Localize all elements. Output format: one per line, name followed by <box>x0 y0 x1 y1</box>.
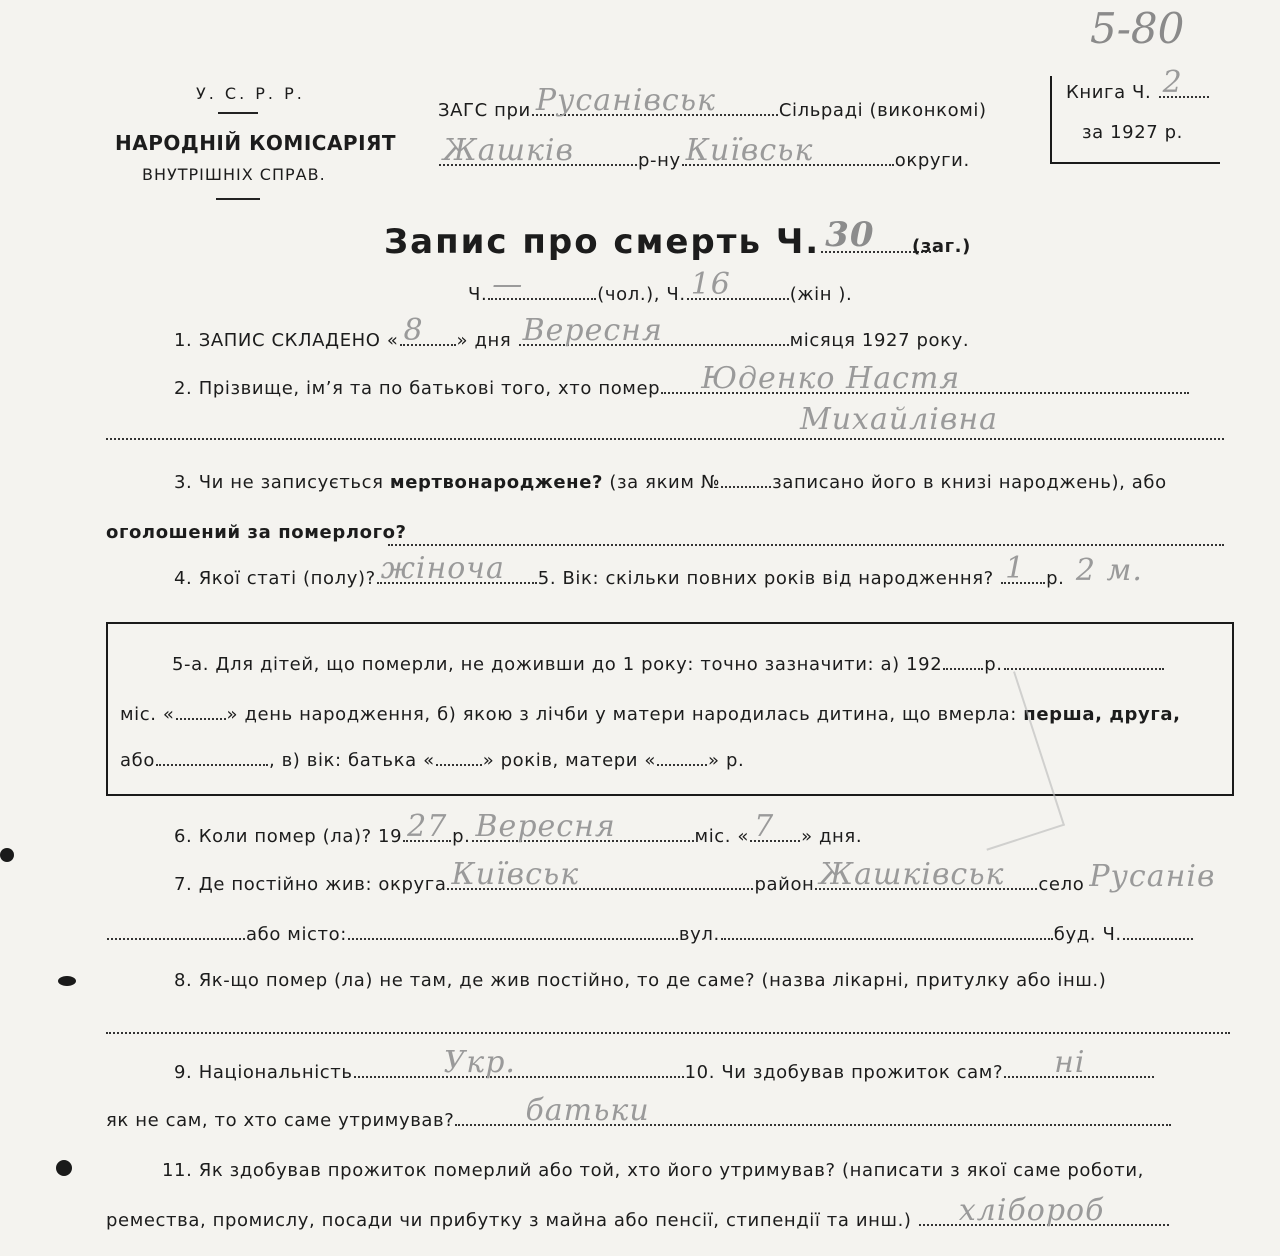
record-title-text: Запис про смерть Ч. <box>384 222 821 262</box>
f5a-father-age-field <box>436 750 482 766</box>
punch-hole <box>56 1160 72 1176</box>
f3-label-c: (за яким № <box>609 472 721 493</box>
f1-label: 1. ЗАПИС СКЛАДЕНО « <box>174 330 399 351</box>
f8-answer-line <box>106 1030 1230 1034</box>
f7-city-label: або місто: <box>246 924 347 945</box>
f6-year-value: 27 <box>407 809 448 844</box>
divider <box>218 112 258 114</box>
f11-occupation-field <box>919 1193 1169 1228</box>
f5a-month-field <box>176 704 226 720</box>
zags-label: ЗАГС при <box>438 100 531 121</box>
f7-selo-value: Русанів <box>1089 859 1216 894</box>
f2-continuation-line <box>106 436 1224 440</box>
male-count-value: — <box>492 267 524 302</box>
f9-nationality-field <box>354 1045 684 1080</box>
zags-field <box>532 83 778 118</box>
zags-value: Русанівськ <box>535 83 716 118</box>
f9-label: 9. Національність <box>174 1062 353 1083</box>
divider <box>216 198 260 200</box>
book-label: Книга Ч. <box>1066 82 1152 103</box>
f2-label: 2. Прізвище, ім’я та по батькові того, хто помер <box>174 378 661 399</box>
f7-pre-city-line <box>107 924 245 940</box>
okruga-field <box>682 133 894 168</box>
male-count-field <box>488 267 596 302</box>
punch-hole <box>58 976 76 986</box>
f6-month-value: Вересня <box>475 809 616 844</box>
f5a-order-field <box>156 750 268 766</box>
f5a-line2-b: » день народження, б) якою з лічби у матери народилась дитина, що вмерла: <box>226 704 1017 725</box>
f2-name-value: Юденко Настя <box>701 361 961 396</box>
department-title: ВНУТРІШНІХ СПРАВ. <box>142 165 326 184</box>
f11-occupation-value: хлібороб <box>958 1193 1105 1228</box>
f4-label: 4. Якої статі (полу)? <box>174 568 376 589</box>
f6-label: 6. Коли помер (ла)? 19 <box>174 826 403 847</box>
book-value: 2 <box>1162 65 1183 100</box>
f4-sex-field <box>377 551 537 586</box>
f5a-line3-b: , в) вік: батька « <box>268 750 435 771</box>
record-title <box>384 215 932 262</box>
book-field <box>1159 65 1209 100</box>
corner-archive-mark: 5-80 <box>1090 4 1185 53</box>
f1-day-field <box>400 313 456 348</box>
f7-label: 7. Де постійно жив: округа <box>174 874 447 895</box>
f5-months-value: 2 м. <box>1075 553 1143 588</box>
f5a-line3-d: » р. <box>708 750 745 771</box>
okruga-label: округи. <box>894 150 970 171</box>
female-label: (жін ). <box>789 284 853 305</box>
female-count-value: 16 <box>690 267 731 302</box>
commissariat-title: НАРОДНІЙ КОМІСАРІЯТ <box>115 131 397 155</box>
republic-label: У. С. Р. Р. <box>196 84 305 103</box>
f3-label-d: записано його в книзі народжень), або <box>772 472 1167 493</box>
f3-number-field <box>721 472 771 488</box>
district-value: Жашків <box>443 133 574 168</box>
f7-selo-field <box>1085 859 1216 894</box>
f5-years-value: 1 <box>1005 551 1026 586</box>
f1-month-value: Вересня <box>522 313 663 348</box>
f7-rayon-field <box>815 857 1037 892</box>
f10-supporter-field <box>455 1093 1171 1128</box>
book-year: за 1927 р. <box>1082 122 1184 143</box>
f5-months-field <box>1072 553 1143 588</box>
f3-declared-dead-label: оголошений за померлого? <box>106 522 407 543</box>
f7-building-field <box>1123 924 1193 940</box>
f8-label: 8. Як-що помер (ла) не там, де жив постійно, то де саме? (назва лікарні, притулку або інш.) <box>174 970 1107 991</box>
f6-day-value: 7 <box>754 809 775 844</box>
f7-okruga-value: Київськ <box>451 857 580 892</box>
f6-tail: » дня. <box>801 826 863 847</box>
f5a-mother-age-field <box>657 750 707 766</box>
f10-label: 10. Чи здобував прожиток сам? <box>684 1062 1004 1083</box>
okruga-value: Київськ <box>685 133 814 168</box>
record-title-suffix: (заг.) <box>912 236 971 257</box>
f5a-line1-trail <box>1004 654 1164 670</box>
f6-year-field <box>403 809 451 844</box>
district-label: р-ну <box>638 150 681 171</box>
f3-declared-line <box>388 542 1224 546</box>
book-box-bottom-border <box>1050 162 1220 164</box>
f5a-line3-c: » років, матери « <box>482 750 657 771</box>
f6-month-field <box>472 809 694 844</box>
f5a-line3-a: або <box>120 750 155 771</box>
punch-hole <box>0 848 14 862</box>
f5a-year-field <box>943 654 983 670</box>
ch-label: Ч. <box>468 284 488 305</box>
f11-label-2: ремества, промислу, посади чи прибутку з майна або пенсії, стипендії та инш.) <box>106 1210 912 1231</box>
f1-mid: » дня <box>456 330 512 351</box>
f11-label-1: 11. Як здобував прожиток померлий або той, хто його утримував? (написати з якої саме роботи, <box>162 1160 1144 1181</box>
f10-answer-field <box>1004 1045 1154 1080</box>
village-council-label: Сільраді (виконкомі) <box>778 100 987 121</box>
f2-name-field <box>661 361 1189 396</box>
f5-unit: р. <box>1046 568 1065 589</box>
f5a-line2-a: міс. « <box>120 704 175 725</box>
f7-okruga-field <box>447 857 753 892</box>
male-label: (чол.), Ч. <box>597 284 686 305</box>
f10-answer-value: ні <box>1054 1045 1086 1080</box>
f7-street-label: вул. <box>678 924 720 945</box>
f1-day-value: 8 <box>403 313 424 348</box>
f6-mis: міс. « <box>694 826 750 847</box>
f10-supporter-value: батьки <box>525 1093 650 1128</box>
record-number-value: 30 <box>825 215 875 255</box>
f7-rayon-label: район <box>754 874 815 895</box>
female-count-field <box>687 267 789 302</box>
f2-patronymic-value: Михайлівна <box>800 402 998 437</box>
f4-sex-value: жіноча <box>380 551 505 586</box>
f5a-line1-tail: р. <box>984 654 1003 675</box>
f6-r: р. <box>452 826 471 847</box>
f5-label: 5. Вік: скільки повних років від народження? <box>537 568 994 589</box>
f9-nationality-value: Укр. <box>443 1045 516 1080</box>
f5a-line1: 5-а. Для дітей, що померли, не доживши до 1 року: точно зазначити: а) 192 <box>172 654 943 675</box>
f1-month-field <box>519 313 789 348</box>
f10-supporter-label: як не сам, то хто саме утримував? <box>106 1110 455 1131</box>
f7-selo-label: село <box>1038 874 1085 895</box>
f3-label-a: 3. Чи не записується <box>174 472 384 493</box>
f5-years-field <box>1001 551 1045 586</box>
f7-street-field <box>721 924 1053 940</box>
f7-rayon-value: Жашківськ <box>819 857 1005 892</box>
f1-tail: місяця 1927 року. <box>789 330 970 351</box>
book-box-left-border <box>1050 76 1052 164</box>
f7-city-field <box>348 924 678 940</box>
f5a-birth-order: перша, друга, <box>1023 704 1181 725</box>
f7-building-label: буд. Ч. <box>1053 924 1122 945</box>
district-field <box>439 133 637 168</box>
f3-label-stillborn: мертвонароджене? <box>389 472 604 493</box>
f6-day-field <box>750 809 800 844</box>
